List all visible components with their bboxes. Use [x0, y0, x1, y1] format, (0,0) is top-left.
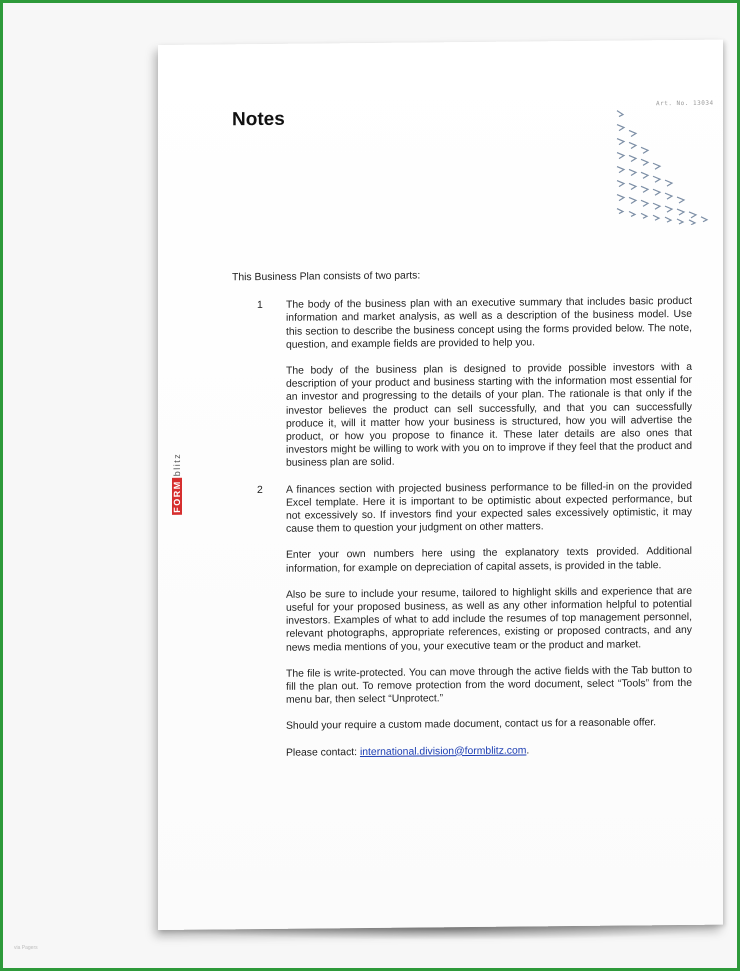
- item-paragraph: The body of the business plan with an executive summary that includes basic product information and market analysis, as well as a description of the business model. Use this section to describe the business concept using the forms provided below. The note, question, and example fields are provided to help you.: [286, 296, 692, 351]
- item-number: 2: [257, 484, 263, 496]
- formblitz-logo: FORMblitz: [172, 452, 182, 513]
- footer-watermark: via Pagers: [14, 945, 38, 951]
- page-title: Notes: [232, 108, 285, 131]
- notes-body: [232, 267, 692, 760]
- intro-text: This Business Plan consists of two parts:: [232, 270, 421, 284]
- item-paragraph: A finances section with projected business performance to be filled-in on the provided Excel template. Here it is important to be optimistic about expected performance, but not excessively so. If investors find your expected sales excessively optimistic, it may cause them to question your judgment on other matters.: [286, 480, 692, 536]
- contact-line: [286, 743, 692, 760]
- item-number: 1: [257, 300, 263, 312]
- contact-email-link[interactable]: international.division@formblitz.com: [359, 745, 527, 758]
- contact-label: Please contact:: [286, 746, 360, 759]
- list-item: [232, 480, 692, 761]
- item-paragraph: Should your require a custom made document, contact us for a reasonable offer.: [286, 717, 657, 733]
- item-paragraph: Also be sure to include your resume, tailored to highlight skills and experience that are useful for your proposed business, as well as any other information helpful to potential investors. Examples of what to add include the resumes of top management personnel, relevant photographs, appropriate references, existing or proposed contracts, and any news media mentions of you, your executive team or the product and market.: [286, 585, 692, 654]
- logo-pattern-icon: [613, 100, 718, 226]
- item-paragraph: The body of the business plan is designed to provide possible investors with a description of your product and business starting with the information most essential for an investor and progressing to the details of your plan. The rationale is that only if the investor believes the product can sell successfully, and that you can successfully produce it, will it matter how your business is structured, how you will advertise the product, or how you propose to finance it. These later details are also ones that investors might be willing to work with you on to improve if they feel that the product and business plan are solid.: [286, 361, 692, 470]
- contact-end: .: [526, 745, 530, 757]
- list-item: [232, 295, 692, 471]
- item-paragraph: The file is write-protected. You can move through the active fields with the Tab button to fill the plan out. To remove protection from the word document, select “Tools” from the menu bar, then select “Unprotect.”: [286, 664, 692, 707]
- document-page: [158, 40, 723, 930]
- article-number: Art. No. 13034: [656, 99, 714, 108]
- item-paragraph: Enter your own numbers here using the explanatory texts provided. Additional information, for example on depreciation of capital assets, is provided in the table.: [286, 546, 692, 575]
